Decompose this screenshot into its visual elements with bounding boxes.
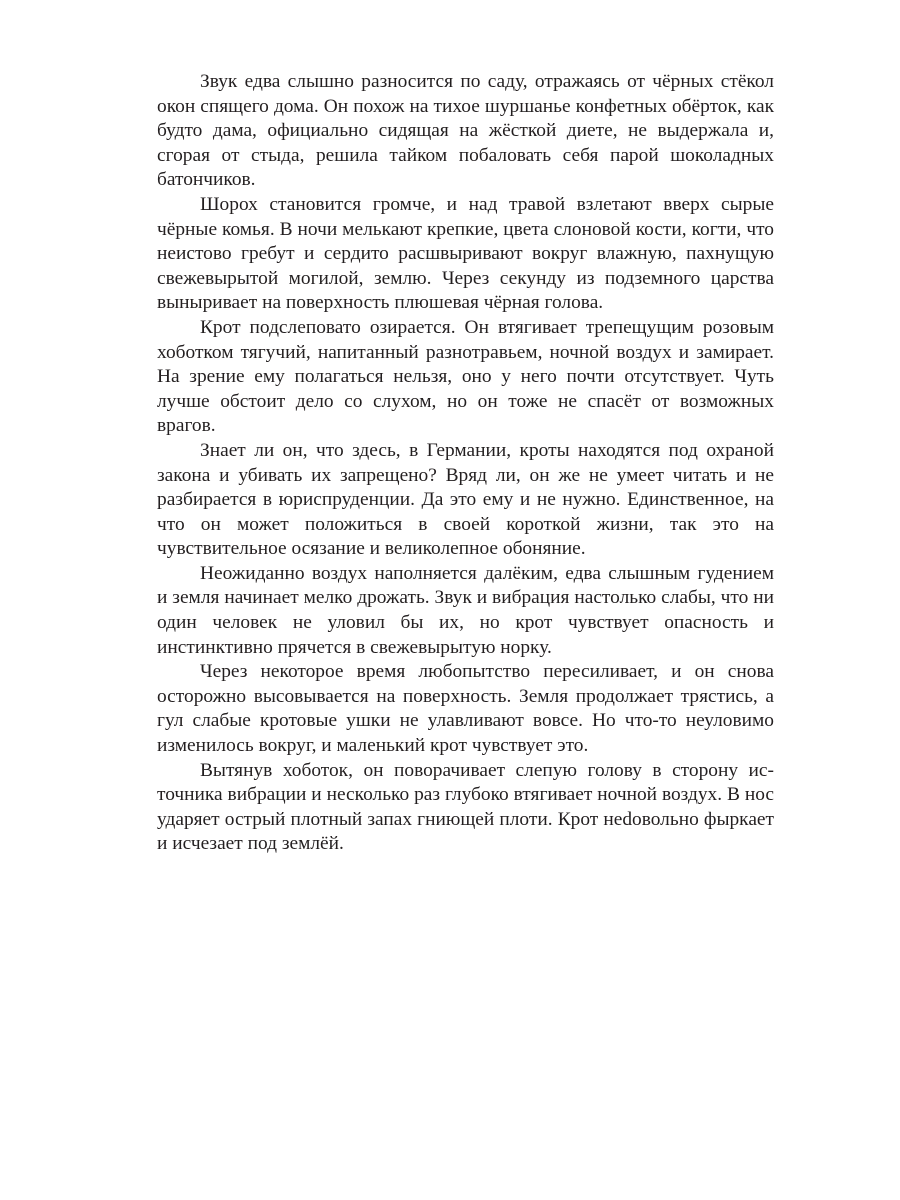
paragraph-3: Крот подслеповато озирается. Он втягивает трепещущим розовым хоботком тягучий, напитанный разнотравьем, ночной воздух и замирает. На зрение ему полагаться нельзя, оно у него почти отсутствует. Чуть лучше обстоит дело со слухом, но он тоже не спасёт от возможных врагов. (157, 316, 774, 437)
paragraph-5: Неожиданно воздух наполняется далёким, едва слышным гудением и земля начинает мелко дрожать. Звук и вибрация настолько слабы, что ни один человек не уловил бы их, но крот чувствует опасность и инстинктивно прячется в свежевырытую норку. (157, 562, 774, 658)
paragraph-2: Шорох становится громче, и над травой взлетают вверх сырые чёрные комья. В ночи мелькают крепкие, цвета слоновой кости, когти, что неистово гребут и сердито расшвыривают вокруг влажную, пахнущую свежевырытой могилой, землю. Через секунду из подземного царства выныривает на поверхность плюшевая чёрная голова. (157, 193, 774, 314)
paragraph-6: Через некоторое время любопытство пересиливает, и он снова осторожно высовывается на поверхность. Земля продолжает трястись, а гул слабые кротовые ушки не улавливают вовсе. Но что-то неуловимо изменилось вокруг, и маленький крот чувствует это. (157, 661, 774, 757)
paragraph-4: Знает ли он, что здесь, в Германии, кроты находятся под охраной закона и убивать их запрещено? Вряд ли, он же не умеет читать и не разбирается в юриспруденции. Да это ему и не нужно. Единственное, на что он может положиться в своей короткой жизни, так это на чувствительное осязание и великолепное обоняние. (157, 439, 774, 560)
paragraph-7: Вытянув хоботок, он поворачивает слепую голову в сторону источника вибрации и несколько раз глубоко втягивает ночной воздух. В нос ударяет острый плотный запах гниющей плоти. Крот неdовольно фыркает и исчезает под землёй. (157, 759, 774, 855)
book-page (157, 70, 774, 857)
paragraph-1: Звук едва слышно разносится по саду, отражаясь от чёрных стёкол окон спящего дома. Он похож на тихое шуршанье конфетных обёрток, как будто дама, официально сидящая на жёсткой диете, не выдержала и, сгорая от стыда, решила тайком побаловать себя парой шоколадных батончиков. (157, 71, 774, 191)
